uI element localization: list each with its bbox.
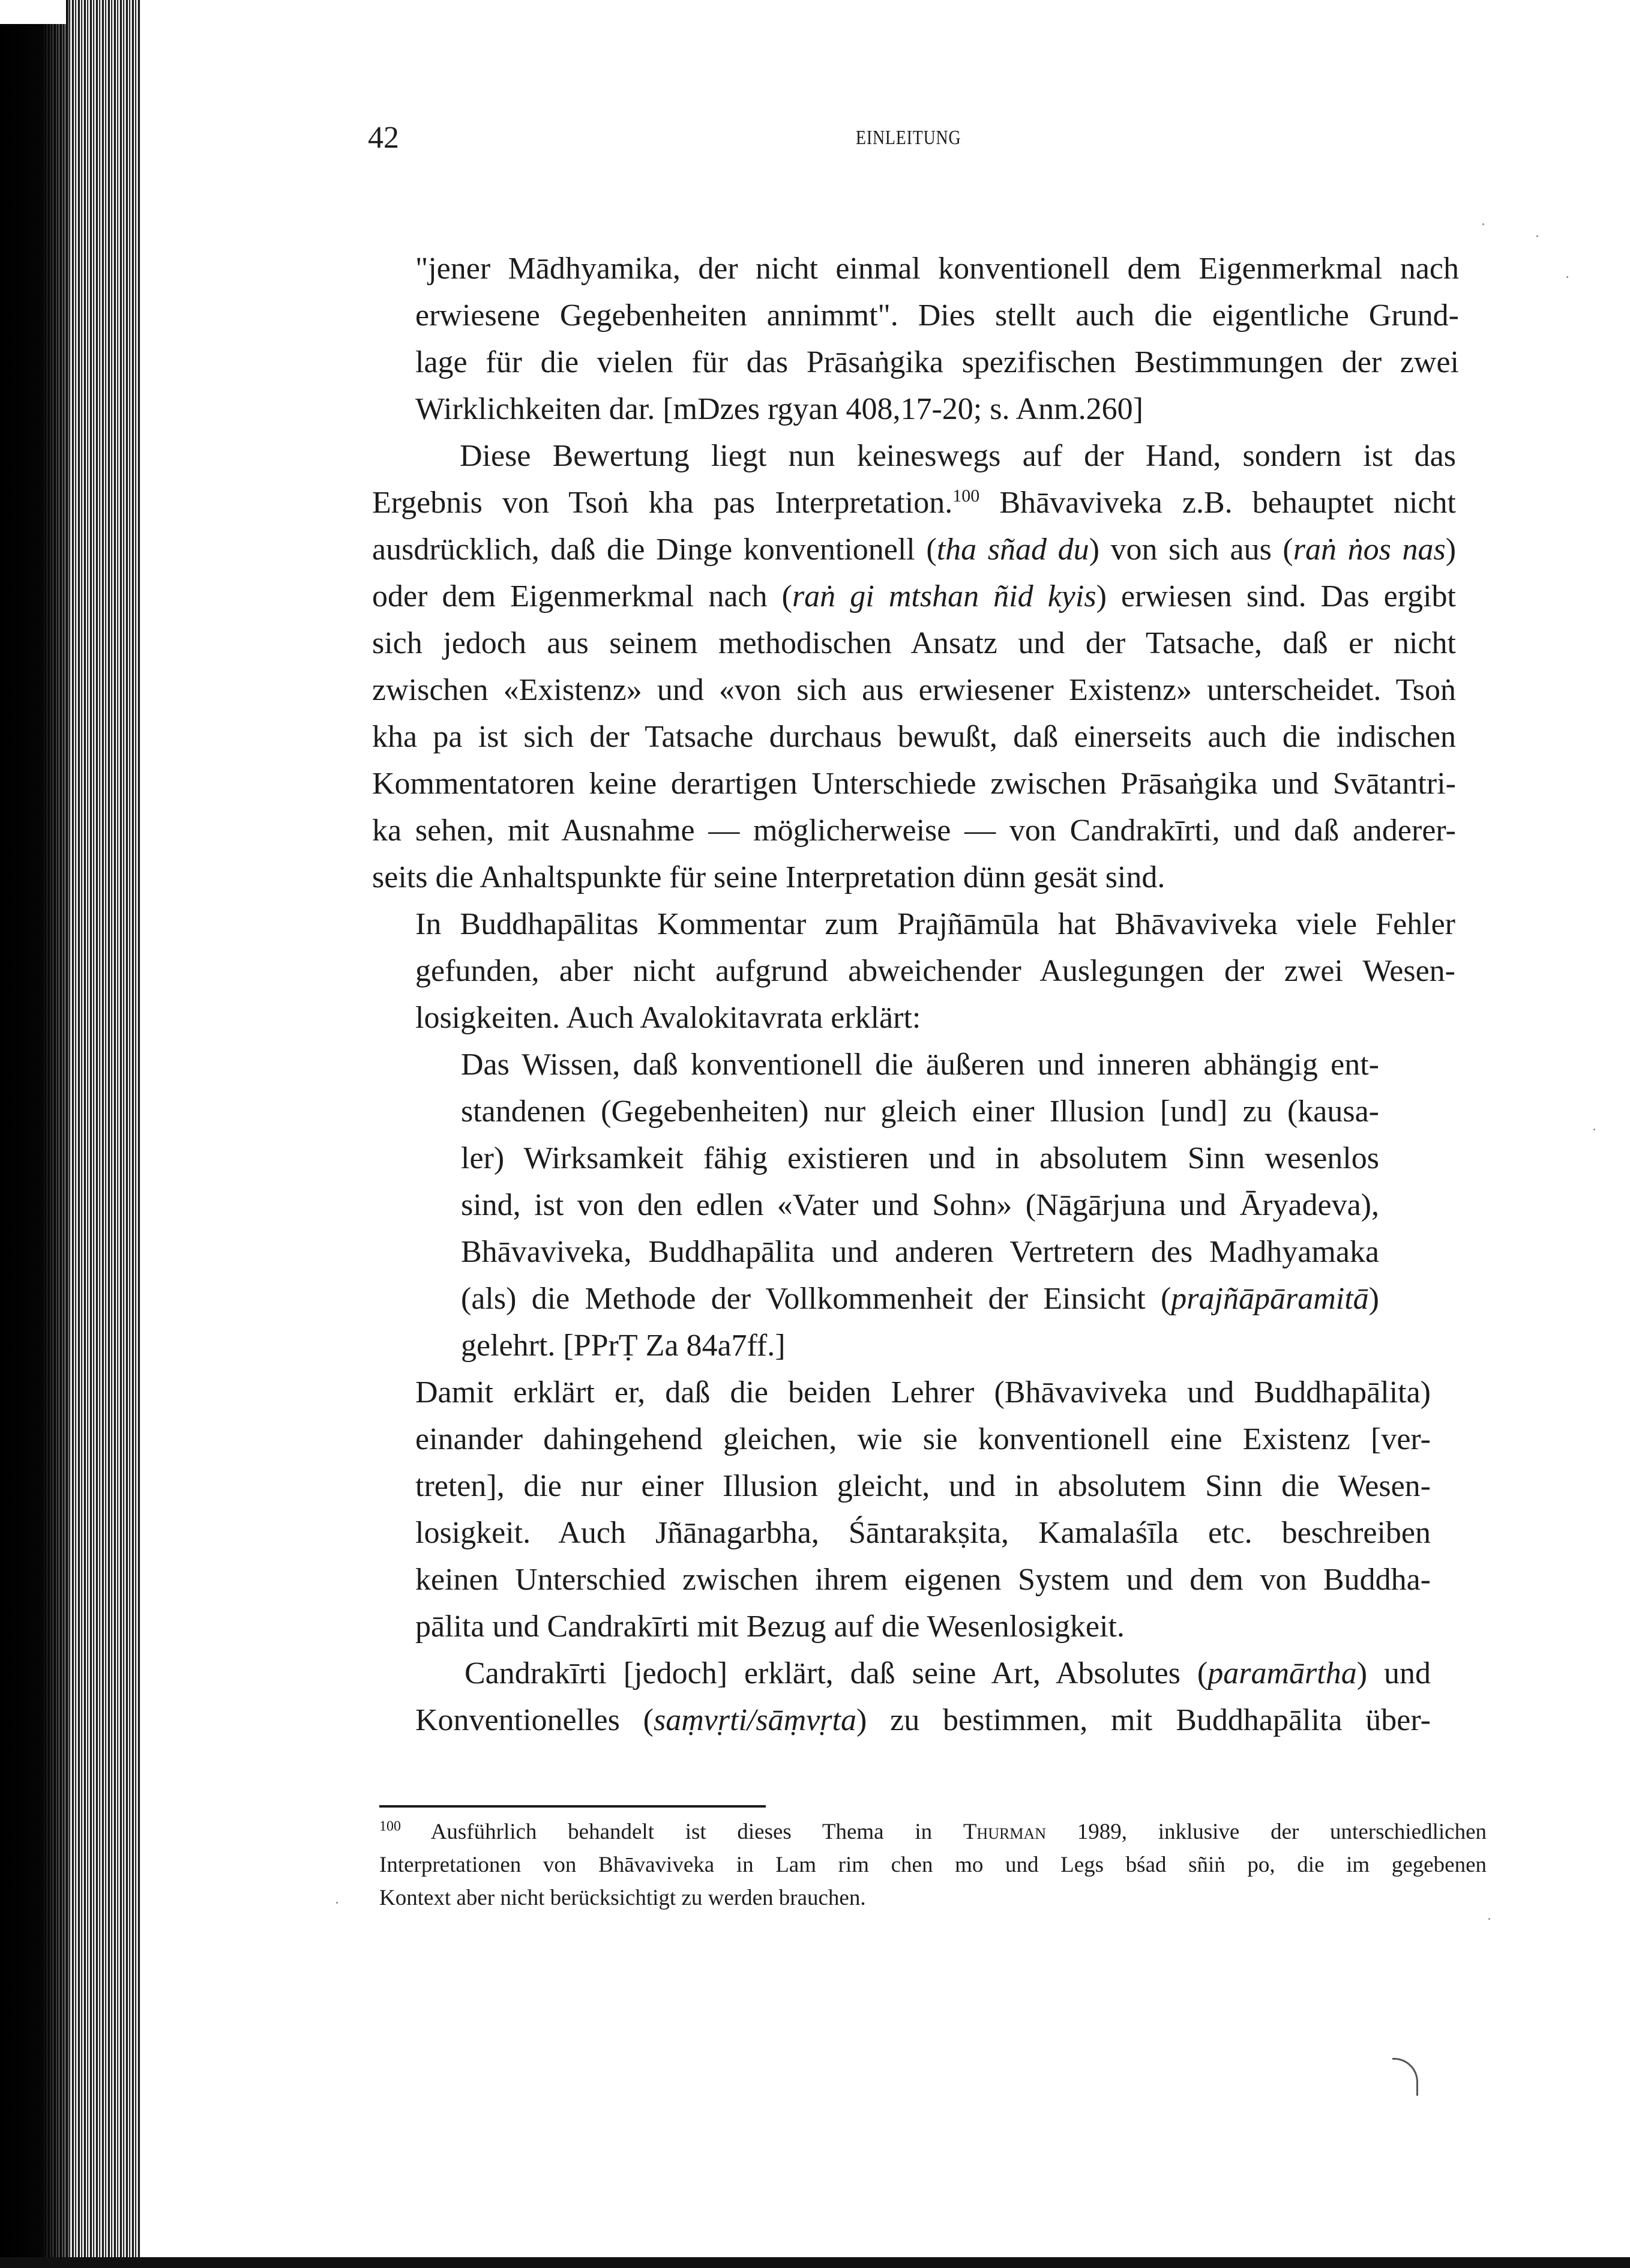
- text-line: Kommentatoren keine derartigen Unterschiede zwischen Prāsaṅgika und Svātantri-: [372, 767, 1456, 801]
- quote-line: sind, ist von den edlen «Vater und Sohn» (Nāgārjuna und Āryadeva),: [461, 1188, 1379, 1222]
- italic-term: paramārtha: [1207, 1656, 1357, 1690]
- scan-speck: [1566, 276, 1568, 278]
- quote-line: standenen (Gegebenheiten) nur gleich einer Illusion [und] zu (kausa-: [461, 1094, 1379, 1129]
- page-number: 42: [368, 121, 399, 155]
- quote-line: [461, 1281, 1379, 1317]
- running-head: EINLEITUNG: [856, 127, 961, 149]
- text-span: Ausführlich behandelt ist dieses Thema in: [401, 1820, 963, 1844]
- text-line: [372, 485, 1456, 521]
- text-line: gefunden, aber nicht aufgrund abweichender Auslegungen der zwei Wesen-: [415, 954, 1455, 988]
- text-line: treten], die nur einer Illusion gleicht, und in absolutem Sinn die Wesen-: [415, 1469, 1431, 1503]
- text-line: sich jedoch aus seinem methodischen Ansatz und der Tatsache, daß er nicht: [372, 626, 1456, 660]
- italic-term: saṃvṛti/sāṃvṛta: [653, 1703, 856, 1737]
- text-span: ) und: [1356, 1656, 1431, 1690]
- text-line: ka sehen, mit Ausnahme — möglicherweise — von Candrakīrti, und daß anderer-: [372, 813, 1456, 848]
- quote-line: gelehrt. [PPrṬ Za 84a7ff.]: [461, 1329, 786, 1363]
- text-span: ) zu bestimmen, mit Buddhapālita über-: [856, 1703, 1431, 1737]
- text-line: [415, 1703, 1431, 1739]
- scan-speck: [1482, 223, 1484, 225]
- footnote-number: 100: [379, 1818, 401, 1835]
- text-span: (als) die Methode der Vollkommenheit der Einsicht (: [461, 1282, 1171, 1316]
- text-span: ) erwiesen sind. Das ergibt: [1096, 579, 1457, 614]
- text-span: ): [1445, 532, 1457, 567]
- text-line: Damit erklärt er, daß die beiden Lehrer (Bhāvaviveka und Buddhapālita): [415, 1375, 1431, 1410]
- binding-top-gap: [0, 0, 66, 24]
- text-line: erwiesene Gegebenheiten annimmt". Dies stellt auch die eigentliche Grund-: [415, 298, 1459, 333]
- quote-line: Bhāvaviveka, Buddhapālita und anderen Vertretern des Madhyamaka: [461, 1235, 1379, 1269]
- footnote-line: [379, 1819, 1487, 1845]
- text-line: "jener Mādhyamika, der nicht einmal konventionell dem Eigenmerkmal nach: [415, 252, 1459, 286]
- quote-line: Das Wissen, daß konventionell die äußeren und inneren abhängig ent-: [461, 1048, 1379, 1082]
- text-line: [465, 1656, 1431, 1692]
- italic-term: raṅ ṅos nas: [1293, 532, 1446, 567]
- footnote-line: Interpretationen von Bhāvaviveka in Lam rim chen mo und Legs bśad sñiṅ po, die im gegebenen: [379, 1853, 1487, 1877]
- text-line: pālita und Candrakīrti mit Bezug auf die Wesenlosigkeit.: [415, 1609, 1125, 1644]
- text-line: keinen Unterschied zwischen ihrem eigenen System und dem von Buddha-: [415, 1563, 1431, 1597]
- text-span: ) von sich aus (: [1089, 532, 1293, 567]
- scan-bottom-edge: [0, 2257, 1630, 2268]
- scan-speck: [1488, 1918, 1490, 1920]
- text-line: einander dahingehend gleichen, wie sie konventionell eine Existenz [ver-: [415, 1422, 1431, 1456]
- quote-line: ler) Wirksamkeit fähig existieren und in absolutem Sinn wesenlos: [461, 1141, 1379, 1175]
- text-line: Diese Bewertung liegt nun keineswegs auf der Hand, sondern ist das: [460, 439, 1456, 473]
- scan-speck: [1536, 235, 1538, 237]
- binding-shadow: [0, 0, 69, 2268]
- scan-speck: [1593, 1129, 1595, 1130]
- text-line: kha pa ist sich der Tatsache durchaus bewußt, daß einerseits auch die indischen: [372, 720, 1456, 754]
- text-span: ausdrücklich, daß die Dinge konventionell (: [372, 532, 937, 567]
- text-line: In Buddhapālitas Kommentar zum Prajñāmūla hat Bhāvaviveka viele Fehler: [415, 907, 1455, 941]
- author-name: Thurman: [963, 1820, 1046, 1844]
- text-span: Konventionelles (: [415, 1703, 654, 1737]
- text-span: oder dem Eigenmerkmal nach (: [372, 579, 792, 614]
- text-line: [372, 579, 1456, 615]
- text-span: ): [1368, 1282, 1379, 1316]
- italic-term: prajñāpāramitā: [1171, 1282, 1369, 1316]
- text-span: Bhāvaviveka z.B. behauptet nicht: [979, 486, 1456, 520]
- footnote-separator: [379, 1805, 766, 1808]
- text-line: seits die Anhaltspunkte für seine Interpretation dünn gesät sind.: [372, 860, 1165, 894]
- text-span: Ergebnis von Tsoṅ kha pas Interpretation.: [372, 486, 953, 520]
- text-line: lage für die vielen für das Prāsaṅgika spezifischen Bestimmungen der zwei: [415, 345, 1459, 379]
- text-span: Candrakīrti [jedoch] erklärt, daß seine Art, Absolutes (: [465, 1656, 1208, 1690]
- footnote-reference[interactable]: 100: [952, 486, 980, 506]
- text-line: [372, 532, 1456, 568]
- text-span: 1989, inklusive der unterschiedlichen: [1046, 1820, 1487, 1844]
- scan-speck: [336, 1902, 338, 1904]
- italic-term: tha sñad du: [936, 532, 1089, 567]
- footnote-line: Kontext aber nicht berücksichtigt zu werden brauchen.: [379, 1886, 866, 1910]
- text-line: losigkeiten. Auch Avalokitavrata erklärt:: [415, 1001, 921, 1035]
- text-line: zwischen «Existenz» und «von sich aus erwiesener Existenz» unterscheidet. Tsoṅ: [372, 673, 1456, 707]
- text-line: Wirklichkeiten dar. [mDzes rgyan 408,17-20; s. Anm.260]: [415, 392, 1143, 426]
- text-line: losigkeit. Auch Jñānagarbha, Śāntarakṣita, Kamalaśīla etc. beschreiben: [415, 1516, 1431, 1550]
- pencil-mark: [1392, 2058, 1418, 2096]
- italic-term: raṅ gi mtshan ñid kyis: [792, 579, 1096, 614]
